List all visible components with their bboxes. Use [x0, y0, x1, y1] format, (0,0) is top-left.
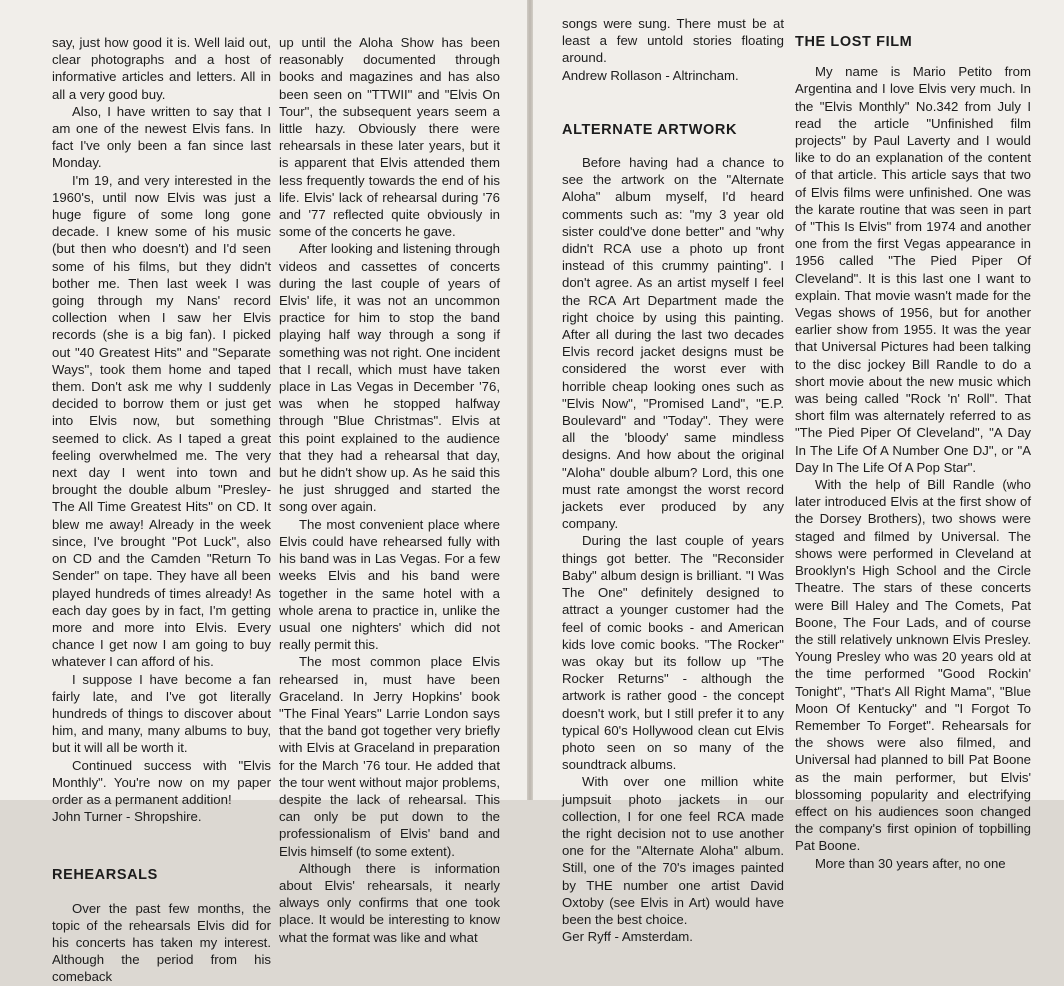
paragraph: Before having had a chance to see the artwork on the "Alternate Aloha" album myself, I'd heard comments such as: "my 3 year old sister could've done better" and "why didn't RCA use a photo up front instead of this crummy painting". I don't agree. As an artist myself I feel the RCA Art Department made the right choice by using this painting. After all during the last two decades Elvis record jacket designs must be considered the worst ever with horrible cheap looking ones such as "Elvis Now", "Promised Land", "E.P. Boulevard" and "Today". They were all the 'bloody' same mindless designs. And how about the original "Aloha" double album? Lord, this one must rate amongst the worst record jackets ever produced by any company.: [562, 155, 784, 532]
paragraph: I suppose I have become a fan fairly late, and I've got literally hundreds of things to discover about him, and many, many albums to buy, but it will all be worth it.: [52, 671, 271, 756]
letter-signature: Ger Ryff - Amsterdam.: [562, 929, 693, 945]
left-column-1: [52, 34, 271, 986]
letter-signature: John Turner - Shropshire.: [52, 809, 202, 825]
paragraph: say, just how good it is. Well laid out, clear photographs and a host of informative articles and letters. All in all a very good buy.: [52, 35, 271, 102]
paragraph: During the last couple of years things got better. The "Reconsider Baby" album design is brilliant. "I Was The One" definitely designed to attract a younger customer had the feel of comic books - and American kids love comic books. "The Rocker" was okay but its follow up "The Rocker Returns" - although the artwork is rather good - the concept doesn't work, but I still prefer it to any typical 60's Hollywood clean cut Elvis photo seen on so many of the soundtrack albums.: [562, 533, 784, 773]
paragraph: With over one million white jumpsuit photo jackets in our collection, I for one feel RCA made the right decision not to use another one for the "Alternate Aloha" album. Still, one of the 70's images painted by THE number one artist David Oxtoby (see Elvis in Art) would have been the best choice.: [562, 774, 784, 927]
left-page: [0, 0, 527, 985]
paragraph: up until the Aloha Show has been reasonably documented through books and magazines and has also been seen on "TTWII" and "Elvis On Tour", the subsequent years seem a little hazy. Obviously there were rehearsals in these later years, but it is apparent that Elvis attended them less frequently towards the end of his life. Elvis' lack of rehearsal during '76 and '77 reflected quite obviously in some of the concerts he gave.: [279, 35, 500, 240]
paragraph: More than 30 years after, no one: [815, 855, 1006, 871]
paragraph: Also, I have written to say that I am one of the newest Elvis fans. In fact I've only been a fan since last Monday.: [52, 103, 271, 171]
right-column-1: [562, 16, 784, 945]
letter-signature: Andrew Rollason - Altrincham.: [562, 67, 739, 83]
section-heading-rehearsals: REHEARSALS: [52, 867, 158, 884]
paragraph: The most common place Elvis rehearsed in, must have been Graceland. In Jerry Hopkins' book "The Final Years" Larrie London says that the band got together very briefly with Elvis at Graceland in preparation for the March '76 tour. He added that the tour went without major problems, despite the lack of rehearsal. This can only be put down to the professionalism of Elvis' band and Elvis himself (to some extent).: [279, 654, 500, 859]
right-column-2: [795, 34, 1031, 872]
paragraph: Although there is information about Elvis' rehearsals, it nearly always only confirms that one took place. It would be interesting to know what the format was like and what: [279, 860, 500, 945]
paragraph: The most convenient place where Elvis could have rehearsed fully with his band was in Las Vegas. For a few weeks Elvis and his band were together in the same hotel with a whole arena to practice in, unlike the usual one nighters' which did not really permit this.: [279, 516, 500, 653]
section-heading-the-lost-film: THE LOST FILM: [795, 34, 913, 50]
paragraph: My name is Mario Petito from Argentina and I love Elvis very much. In the "Elvis Monthly" No.342 from July I read the article "Unfinished film projects" by Paul Laverty and I would like to do an explanation of the content of that article. This article says that two of Elvis films were unfinished. One was the karate routine that was seen in part of "This Is Elvis" from 1974 and another one from the first Vegas appearance in 1956 called "The Pied Piper Of Cleveland". It is this last one I want to explain. That movie wasn't made for the Vegas shows of 1956, but for another earlier show from 1955. It was the year that Universal Pictures had been talking to the disc jockey Bill Randle to do a short movie about the new music which was being called "Rock 'n' Roll". That short film was alternately referred to as "The Pied Piper Of Cleveland", "A Day In The Life Of A Number One DJ", or "A Day In The Life Of A Pop Star".: [795, 64, 1031, 475]
right-page: [533, 0, 1064, 945]
paragraph: Continued success with "Elvis Monthly". You're now on my paper order as a permanent addition!: [52, 757, 271, 807]
left-column-2: [279, 34, 500, 946]
paragraph: Over the past few months, the topic of the rehearsals Elvis did for his concerts has taken my interest. Although the period from his comeback: [52, 900, 271, 985]
paragraph: With the help of Bill Randle (who later introduced Elvis at the first show of the Dorsey Brothers), two shows were staged and filmed by Universal. The shows were performed in Cleveland at Brooklyn's High School and the Circle Theatre. The stars of these concerts were Bill Haley and The Comets, Pat Boone, The Four Lads, and of course the still relatively unknown Elvis Presley. Young Presley who was 20 years old at the time performed "Good Rockin' Tonight", "That's All Right Mama", "Blue Moon Of Kentucky" and "I Forgot To Remember To Forget". Rehearsals for the shows were also filmed, and Universal had planned to bill Pat Boone as the main performer, but Elvis' blossoming popularity and electrifying effect on his audiences soon changed the company's first opinion of topbilling Pat Boone.: [795, 477, 1031, 854]
paragraph: I'm 19, and very interested in the 1960's, until now Elvis was just a huge figure of some long gone decade. I knew some of his music (but then who doesn't) and I'd seen some of his films, but they didn't bother me. Then last week I was going through my Nans' record collection when I saw her Elvis records (she is a big fan). I picked out "40 Greatest Hits" and "Separate Ways", took them home and taped them. Don't ask me why I suddenly decided to borrow them or just get into Elvis now, but something seemed to click. As I taped a great feeling overwhelmed me. The very next day I went into town and brought the double album "Presley-The All Time Greatest Hits" on CD. It blew me away! Already in the week since, I've brought "Pot Luck", also on CD and the Camden "Return To Sender" on tape. They have all been played hundreds of times already! As each day goes by in fact, I'm getting more and more into Elvis. Every chance I get now I am going to buy whatever I can afford of his.: [52, 172, 271, 670]
paragraph: songs were sung. There must be at least a few untold stories floating around.: [562, 16, 784, 66]
paragraph: After looking and listening through videos and cassettes of concerts during the last couple of years of Elvis' life, it was not an uncommon practice for him to stop the band playing half way through a song if something was not right. One incident that I recall, which must have taken place in Las Vegas in December '76, was when he stopped halfway through "Blue Christmas". Elvis at this point explained to the audience that they had a rehearsal that day, but he didn't show up. As he said this he just shrugged and started the song over again.: [279, 241, 500, 515]
section-heading-alternate-artwork: ALTERNATE ARTWORK: [562, 121, 738, 138]
